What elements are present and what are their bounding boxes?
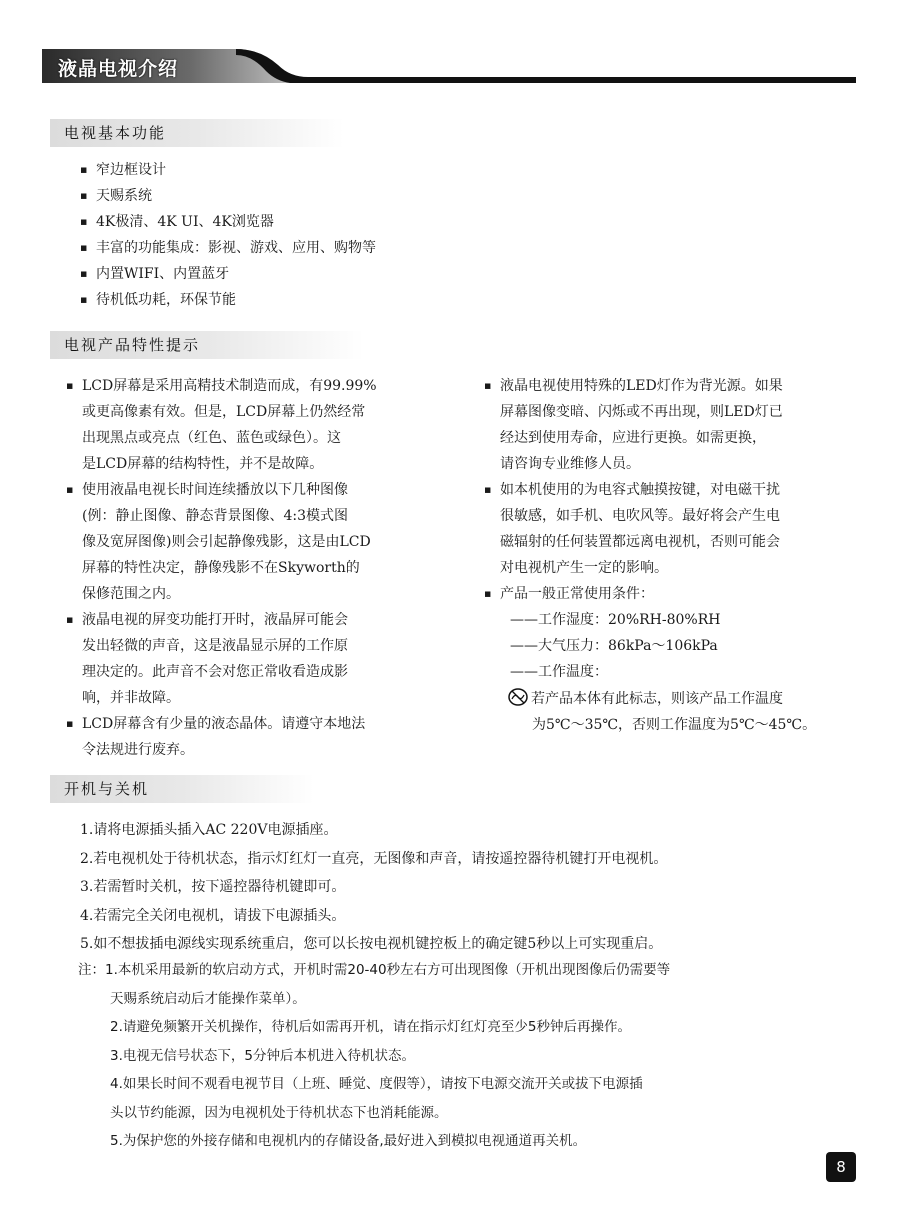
- list-item-cont: 经达到使用寿命，应进行更换。如需更换，: [500, 430, 766, 446]
- list-item: 1.请将电源插头插入AC 220V电源插座。: [80, 822, 338, 838]
- list-item: ▪ 液晶电视的屏变功能打开时，液晶屏可能会: [66, 612, 348, 628]
- note-line: 天赐系统启动后才能操作菜单）。: [110, 990, 306, 1007]
- list-item-cont: 请咨询专业维修人员。: [500, 456, 640, 472]
- condition-humidity: ——工作湿度：20%RH-80%RH: [510, 612, 721, 628]
- list-item-cont: 是LCD屏幕的结构特性，并不是故障。: [82, 456, 324, 472]
- list-item-cont: 发出轻微的声音，这是液晶显示屏的工作原: [82, 638, 348, 654]
- list-item-cont: 对电视机产生一定的影响。: [500, 560, 668, 576]
- list-item-cont: 保修范围之内。: [82, 586, 180, 602]
- temperature-mark-icon: [508, 688, 528, 706]
- list-item: ▪ 如本机使用的为电容式触摸按键，对电磁干扰: [484, 482, 780, 498]
- list-item: ▪ 液晶电视使用特殊的LED灯作为背光源。如果: [484, 378, 783, 394]
- section-heading-product-features: 电视产品特性提示: [50, 331, 364, 359]
- note-line: 3.电视无信号状态下，5分钟后本机进入待机状态。: [110, 1047, 415, 1064]
- list-item-cont: 或更高像素有效。但是，LCD屏幕上仍然经常: [82, 404, 366, 420]
- power-steps-list: [80, 816, 667, 959]
- conditions-title: ▪ 产品一般正常使用条件：: [484, 586, 654, 602]
- list-item: ▪ 丰富的功能集成：影视、游戏、应用、购物等: [80, 240, 376, 256]
- condition-temperature: ——工作温度：: [510, 664, 608, 680]
- page-title: 液晶电视介绍: [58, 58, 179, 80]
- list-item: 5.如不想拔插电源线实现系统重启，您可以长按电视机键控板上的确定键5秒以上可实现重启。: [80, 936, 663, 952]
- basic-functions-list: [80, 157, 376, 313]
- list-item: ▪ 窄边框设计: [80, 162, 166, 178]
- temp-note-line2: 为5℃～35℃，否则工作温度为5℃～45℃。: [532, 717, 817, 733]
- condition-pressure: ——大气压力：86kPa～106kPa: [510, 638, 718, 654]
- section-heading-power: 开机与关机: [50, 775, 314, 803]
- list-item: ▪ 4K极清、4K UI、4K浏览器: [80, 214, 274, 230]
- temp-note-line1: 若产品本体有此标志，则该产品工作温度: [508, 686, 783, 712]
- note-line: 2.请避免频繁开关机操作，待机后如需再开机，请在指示灯红灯亮至少5秒钟后再操作。: [110, 1019, 631, 1035]
- list-item: 3.若需暂时关机，按下遥控器待机键即可。: [80, 879, 346, 895]
- list-item-cont: 很敏感，如手机、电吹风等。最好将会产生电: [500, 508, 780, 524]
- list-item: 2.若电视机处于待机状态，指示灯红灯一直亮，无图像和声音，请按遥控器待机键打开电视机。: [80, 850, 668, 867]
- features-left-list: [66, 373, 377, 763]
- list-item: ▪ 内置WIFI、内置蓝牙: [80, 266, 230, 282]
- features-right-list: [484, 373, 783, 607]
- list-item: ▪ 天赐系统: [80, 188, 152, 204]
- list-item-cont: 响，并非故障。: [82, 690, 180, 706]
- list-item-cont: 理决定的。此声音不会对您正常收看造成影: [82, 664, 348, 680]
- note-line: 头以节约能源，因为电视机处于待机状态下也消耗能源。: [110, 1104, 448, 1121]
- list-item-cont: (例：静止图像、静态背景图像、4:3模式图: [82, 508, 348, 524]
- list-item-cont: 屏幕的特性决定，静像残影不在Skyworth的: [82, 560, 360, 576]
- list-item-cont: 磁辐射的任何装置都远离电视机，否则可能会: [500, 534, 780, 550]
- list-item: ▪ 使用液晶电视长时间连续播放以下几种图像: [66, 482, 348, 498]
- note-line: 4.如果长时间不观看电视节目（上班、睡觉、度假等），请按下电源交流开关或拔下电源插: [110, 1076, 643, 1092]
- power-notes: [78, 956, 670, 1156]
- note-line: 注：1.本机采用最新的软启动方式，开机时需20-40秒左右方可出现图像（开机出现图像后仍需要等: [78, 962, 671, 978]
- list-item-cont: 像及宽屏图像)则会引起静像残影，这是由LCD: [82, 534, 371, 550]
- list-item-cont: 令法规进行废弃。: [82, 742, 194, 758]
- list-item-cont: 出现黑点或亮点（红色、蓝色或绿色）。这: [82, 430, 341, 446]
- page-number-badge: 8: [826, 1152, 856, 1182]
- list-item: ▪ LCD屏幕含有少量的液态晶体。请遵守本地法: [66, 716, 366, 732]
- note-line: 5.为保护您的外接存储和电视机内的存储设备,最好进入到模拟电视通道再关机。: [110, 1133, 587, 1149]
- list-item: ▪ 待机低功耗，环保节能: [80, 292, 236, 308]
- list-item-cont: 屏幕图像变暗、闪烁或不再出现，则LED灯已: [500, 404, 783, 420]
- list-item: 4.若需完全关闭电视机，请拔下电源插头。: [80, 907, 346, 924]
- section-heading-basic-functions: 电视基本功能: [50, 119, 344, 147]
- list-item: ▪ LCD屏幕是采用高精技术制造而成，有99.99%: [66, 378, 377, 394]
